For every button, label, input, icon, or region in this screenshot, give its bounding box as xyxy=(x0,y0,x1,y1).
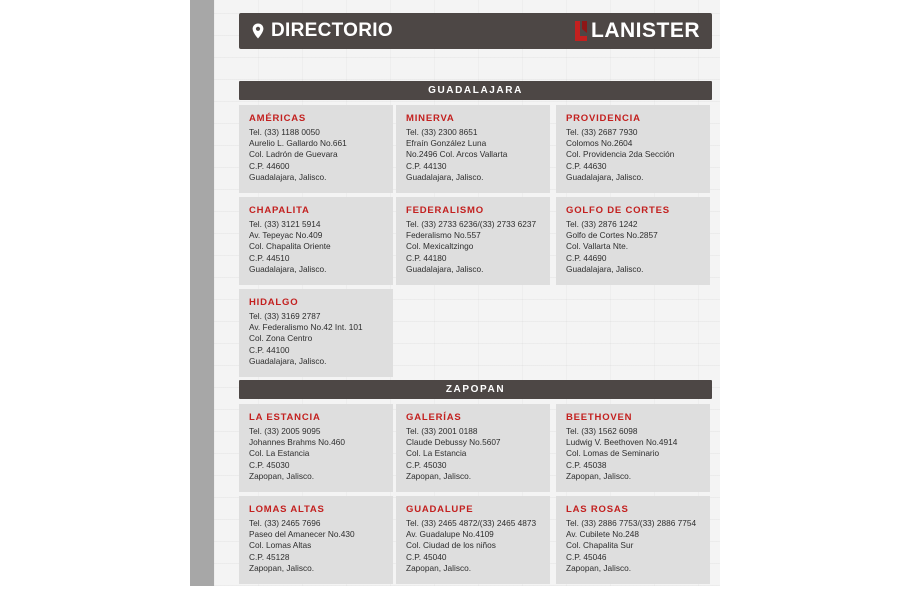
branch-card xyxy=(396,197,550,285)
branch-colonia: Col. Zona Centro xyxy=(249,333,313,344)
branch-street: Paseo del Amanecer No.430 xyxy=(249,529,355,540)
branch-city: Guadalajara, Jalisco. xyxy=(249,171,327,182)
branch-card xyxy=(556,496,710,584)
branch-colonia: Col. Chapalita Sur xyxy=(566,540,634,551)
branch-city: Guadalajara, Jalisco. xyxy=(566,263,644,274)
branch-card xyxy=(556,404,710,492)
branch-street: Av. Federalismo No.42 Int. 101 xyxy=(249,322,363,333)
branch-card xyxy=(239,404,393,492)
branch-postal-code: C.P. 44600 xyxy=(249,160,290,171)
branch-name: LA ESTANCIA xyxy=(249,412,321,423)
branch-colonia: Col. Mexicaltzingo xyxy=(406,241,474,252)
branch-name: LOMAS ALTAS xyxy=(249,504,325,515)
branch-street: Claude Debussy No.5607 xyxy=(406,437,501,448)
branch-phone: Tel. (33) 1188 0050 xyxy=(249,127,320,137)
branch-name: LAS ROSAS xyxy=(566,504,629,515)
branch-card xyxy=(396,105,550,193)
branch-city: Zapopan, Jalisco. xyxy=(406,470,472,481)
branch-card xyxy=(396,404,550,492)
branch-phone: Tel. (33) 3169 2787 xyxy=(249,311,321,321)
branch-phone: Tel. (33) 2465 7696 xyxy=(249,518,321,528)
branch-phone: Tel. (33) 2876 1242 xyxy=(566,219,638,229)
branch-name: PROVIDENCIA xyxy=(566,113,641,124)
branch-phone: Tel. (33) 2005 9095 xyxy=(249,426,321,436)
branch-city: Guadalajara, Jalisco. xyxy=(249,263,327,274)
branch-street: Golfo de Cortes No.2857 xyxy=(566,230,658,241)
branch-street: Johannes Brahms No.460 xyxy=(249,437,345,448)
branch-colonia: Col. Ladrón de Guevara xyxy=(249,149,338,160)
branch-card xyxy=(239,289,393,377)
branch-street: Av. Tepeyac No.409 xyxy=(249,230,323,241)
left-gray-bar xyxy=(190,0,214,586)
branch-colonia: No.2496 Col. Arcos Vallarta xyxy=(406,149,508,160)
branch-phone: Tel. (33) 2300 8651 xyxy=(406,127,478,137)
branch-street: Federalismo No.557 xyxy=(406,230,481,241)
branch-name: FEDERALISMO xyxy=(406,205,484,216)
branch-city: Zapopan, Jalisco. xyxy=(566,470,632,481)
branch-colonia: Col. Ciudad de los niños xyxy=(406,540,496,551)
branch-card xyxy=(239,105,393,193)
branch-card xyxy=(396,496,550,584)
branch-card xyxy=(556,197,710,285)
branch-phone: Tel. (33) 2465 4872/(33) 2465 4873 xyxy=(406,518,537,528)
branch-street: Av. Cubilete No.248 xyxy=(566,529,640,540)
directory-header xyxy=(239,13,712,49)
branch-name: GUADALUPE xyxy=(406,504,474,515)
branch-name: GOLFO DE CORTES xyxy=(566,205,670,216)
branch-street: Efraín González Luna xyxy=(406,138,487,149)
branch-postal-code: C.P. 44180 xyxy=(406,252,447,263)
branch-street: Aurelio L. Gallardo No.661 xyxy=(249,138,347,149)
branch-city: Guadalajara, Jalisco. xyxy=(249,355,327,366)
branch-postal-code: C.P. 45040 xyxy=(406,551,447,562)
branch-card xyxy=(556,105,710,193)
branch-postal-code: C.P. 45038 xyxy=(566,459,607,470)
branch-phone: Tel. (33) 3121 5914 xyxy=(249,219,321,229)
branch-phone: Tel. (33) 2733 6236/(33) 2733 6237 xyxy=(406,219,537,229)
branch-colonia: Col. La Estancia xyxy=(406,448,467,459)
branch-city: Guadalajara, Jalisco. xyxy=(406,171,484,182)
branch-name: HIDALGO xyxy=(249,297,299,308)
branch-colonia: Col. Lomas Altas xyxy=(249,540,312,551)
branch-colonia: Col. Vallarta Nte. xyxy=(566,241,629,252)
branch-postal-code: C.P. 44630 xyxy=(566,160,607,171)
branch-postal-code: C.P. 45030 xyxy=(249,459,290,470)
branch-street: Colomos No.2604 xyxy=(566,138,633,149)
branch-city: Zapopan, Jalisco. xyxy=(249,562,315,573)
branch-colonia: Col. Lomas de Seminario xyxy=(566,448,660,459)
lanister-logo xyxy=(573,18,700,44)
branch-name: MINERVA xyxy=(406,113,455,124)
branch-name: BEETHOVEN xyxy=(566,412,633,423)
logo-text: LANISTER xyxy=(591,19,700,42)
branch-street: Ludwig V. Beethoven No.4914 xyxy=(566,437,678,448)
branch-city: Guadalajara, Jalisco. xyxy=(566,171,644,182)
branch-phone: Tel. (33) 1562 6098 xyxy=(566,426,638,436)
branch-phone: Tel. (33) 2001 0188 xyxy=(406,426,478,436)
branch-street: Av. Guadalupe No.4109 xyxy=(406,529,494,540)
location-pin-icon xyxy=(252,23,264,39)
branch-postal-code: C.P. 45030 xyxy=(406,459,447,470)
branch-name: CHAPALITA xyxy=(249,205,310,216)
branch-card xyxy=(239,496,393,584)
branch-postal-code: C.P. 44100 xyxy=(249,344,290,355)
branch-city: Zapopan, Jalisco. xyxy=(566,562,632,573)
branch-colonia: Col. Chapalita Oriente xyxy=(249,241,331,252)
page-title: DIRECTORIO xyxy=(271,20,393,41)
branch-city: Guadalajara, Jalisco. xyxy=(406,263,484,274)
branch-postal-code: C.P. 45128 xyxy=(249,551,290,562)
branch-postal-code: C.P. 45046 xyxy=(566,551,607,562)
branch-name: GALERÍAS xyxy=(406,412,462,423)
lanister-logo-mark-icon xyxy=(573,20,589,42)
branch-name: AMÉRICAS xyxy=(249,113,307,124)
branch-card xyxy=(239,197,393,285)
branch-postal-code: C.P. 44690 xyxy=(566,252,607,263)
branch-colonia: Col. Providencia 2da Sección xyxy=(566,149,675,160)
branch-colonia: Col. La Estancia xyxy=(249,448,310,459)
section-header-zapopan: ZAPOPAN xyxy=(239,380,712,399)
branch-phone: Tel. (33) 2687 7930 xyxy=(566,127,638,137)
branch-city: Zapopan, Jalisco. xyxy=(406,562,472,573)
section-header-guadalajara: GUADALAJARA xyxy=(239,81,712,100)
branch-postal-code: C.P. 44510 xyxy=(249,252,290,263)
branch-postal-code: C.P. 44130 xyxy=(406,160,447,171)
branch-city: Zapopan, Jalisco. xyxy=(249,470,315,481)
branch-phone: Tel. (33) 2886 7753/(33) 2886 7754 xyxy=(566,518,697,528)
